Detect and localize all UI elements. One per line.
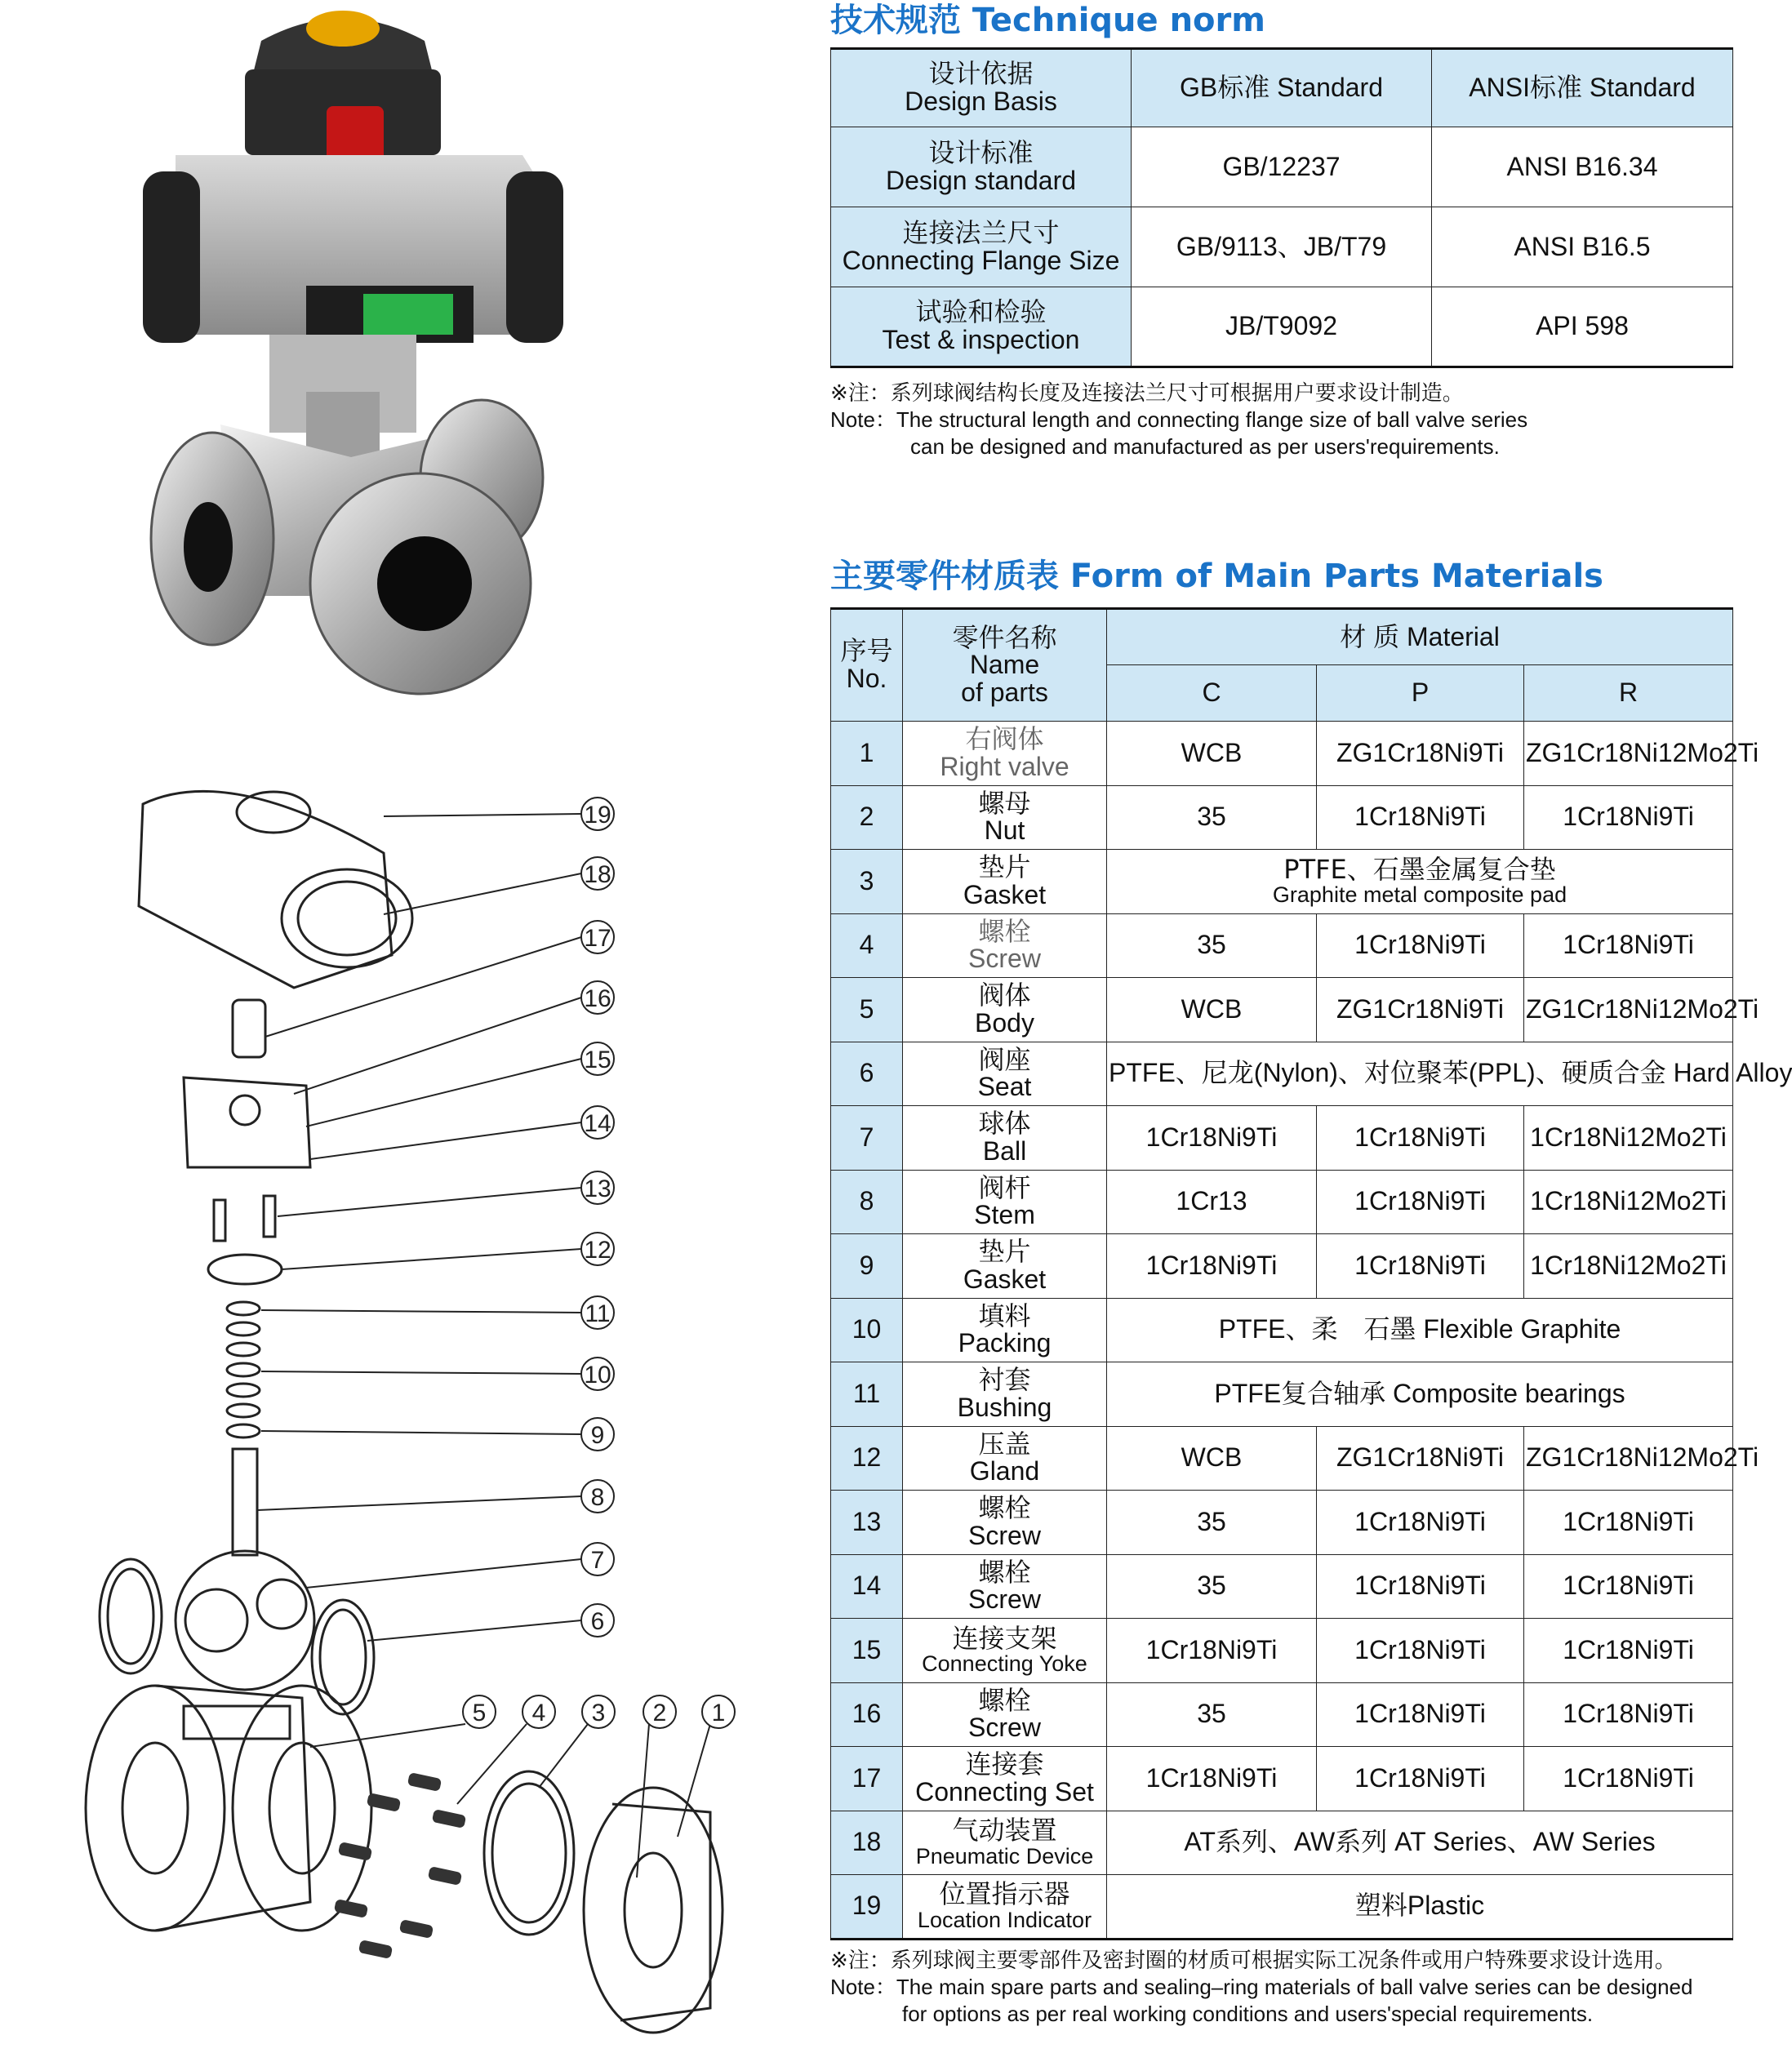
bolts [334,1772,466,1959]
callout-19 [581,798,614,830]
svg-text:5: 5 [472,1700,487,1726]
spec-panel [830,0,1792,2028]
callout-10 [581,1358,614,1390]
callout-labels [463,798,735,1728]
material-row: 7 球体 Ball 1Cr18Ni9Ti 1Cr18Ni9Ti 1Cr18Ni12Mo2Ti [831,1106,1733,1171]
name-header: 零件名称 Name of parts [903,609,1107,722]
callout-13 [581,1171,614,1204]
callout-15 [581,1042,614,1075]
material-row: 1 右阀体 Right valve WCB ZG1Cr18Ni9Ti ZG1Cr18Ni12Mo2Ti [831,722,1733,786]
material-row: 3 垫片 Gasket PTFE、石墨金属复合垫 Graphite metal composite pad [831,850,1733,914]
material-row: 19 位置指示器 Location Indicator 塑料Plastic [831,1875,1733,1940]
material-row: 14 螺栓 Screw 35 1Cr18Ni9Ti 1Cr18Ni9Ti [831,1554,1733,1619]
product-illustration [0,0,816,2053]
callout-18 [581,857,614,890]
gb-header: GB标准 Standard [1132,49,1432,127]
material-header: 材 质 Material [1107,609,1733,665]
material-row: 17 连接套 Connecting Set 1Cr18Ni9Ti 1Cr18Ni9Ti 1Cr18Ni9Ti [831,1747,1733,1811]
technique-note: ※注：系列球阀结构长度及连接法兰尺寸可根据用户要求设计制造。 Note：The structural length and connecting flange size of ball valve series can be designed and manufactured as per users'requirements. [830,380,1528,459]
callout-4 [522,1695,555,1728]
technique-row: 设计标准 Design standard GB/12237 ANSI B16.34 [831,127,1733,207]
materials-table [830,607,1792,1940]
callout-14 [581,1106,614,1139]
technique-table [830,47,1733,368]
materials-header-row [831,609,1733,665]
ansi-header: ANSI标准 Standard [1432,49,1733,127]
valve-photo [143,11,563,694]
svg-text:11: 11 [585,1300,611,1327]
callout-2 [643,1695,676,1728]
svg-text:14: 14 [584,1110,611,1137]
design-basis-header: 设计依据 Design Basis [831,49,1132,127]
callout-16 [581,981,614,1014]
svg-text:4: 4 [531,1700,546,1726]
material-row: 8 阀杆 Stem 1Cr13 1Cr18Ni9Ti 1Cr18Ni12Mo2Ti [831,1170,1733,1234]
col-r-header: R [1524,665,1733,722]
svg-text:7: 7 [590,1547,605,1574]
material-row: 11 衬套 Bushing PTFE复合轴承 Composite bearings [831,1362,1733,1427]
material-row: 13 螺栓 Screw 35 1Cr18Ni9Ti 1Cr18Ni9Ti [831,1491,1733,1555]
exploded-diagram [86,791,723,2033]
svg-text:18: 18 [584,861,611,888]
callout-3 [582,1695,615,1728]
svg-text:9: 9 [590,1422,605,1449]
svg-text:8: 8 [590,1484,605,1511]
callout-7 [581,1543,614,1575]
callout-17 [581,921,614,953]
svg-text:2: 2 [652,1700,667,1726]
callout-11 [581,1296,614,1329]
svg-text:12: 12 [584,1237,611,1264]
svg-text:3: 3 [591,1700,606,1726]
material-row: 10 填料 Packing PTFE、柔 石墨 Flexible Graphite [831,1298,1733,1362]
callout-9 [581,1418,614,1451]
material-row: 15 连接支架 Connecting Yoke 1Cr18Ni9Ti 1Cr18Ni9Ti 1Cr18Ni9Ti [831,1619,1733,1683]
svg-text:1: 1 [711,1700,726,1726]
technique-title: 技术规范 Technique norm [830,2,1265,39]
materials-title: 主要零件材质表 Form of Main Parts Materials [830,558,1603,595]
material-row: 18 气动装置 Pneumatic Device AT系列、AW系列 AT Series、AW Series [831,1811,1733,1875]
svg-text:6: 6 [590,1608,605,1635]
material-row: 12 压盖 Gland WCB ZG1Cr18Ni9Ti ZG1Cr18Ni12Mo2Ti [831,1426,1733,1491]
svg-text:10: 10 [584,1362,611,1389]
material-row: 16 螺栓 Screw 35 1Cr18Ni9Ti 1Cr18Ni9Ti [831,1682,1733,1747]
callout-8 [581,1480,614,1513]
col-p-header: P [1317,665,1524,722]
callout-1 [702,1695,735,1728]
material-row: 4 螺栓 Screw 35 1Cr18Ni9Ti 1Cr18Ni9Ti [831,913,1733,978]
callout-6 [581,1604,614,1637]
material-row: 5 阀体 Body WCB ZG1Cr18Ni9Ti ZG1Cr18Ni12Mo2Ti [831,978,1733,1042]
svg-text:16: 16 [584,985,611,1012]
material-row: 2 螺母 Nut 35 1Cr18Ni9Ti 1Cr18Ni9Ti [831,785,1733,850]
material-row: 9 垫片 Gasket 1Cr18Ni9Ti 1Cr18Ni9Ti 1Cr18Ni12Mo2Ti [831,1234,1733,1299]
svg-text:15: 15 [584,1046,611,1073]
technique-header-row [831,49,1733,127]
callout-12 [581,1233,614,1265]
callout-5 [463,1695,496,1728]
technique-row: 连接法兰尺寸 Connecting Flange Size GB/9113、JB/T79 ANSI B16.5 [831,207,1733,287]
materials-note: ※注：系列球阀主要零部件及密封圈的材质可根据实际工况条件或用户特殊要求设计选用。 Note：The main spare parts and sealing–ring materials of ball valve series can be designed for options as per real working conditions and users'special requirements. [830,1947,1693,2026]
material-row: 6 阀座 Seat PTFE、尼龙(Nylon)、对位聚苯(PPL)、硬质合金 Hard Alloy [831,1042,1733,1106]
svg-text:13: 13 [584,1175,611,1202]
svg-text:17: 17 [584,925,611,952]
technique-row: 试验和检验 Test & inspection JB/T9092 API 598 [831,287,1733,367]
no-header: 序号 No. [831,609,903,722]
svg-text:19: 19 [584,802,611,829]
col-c-header: C [1107,665,1317,722]
